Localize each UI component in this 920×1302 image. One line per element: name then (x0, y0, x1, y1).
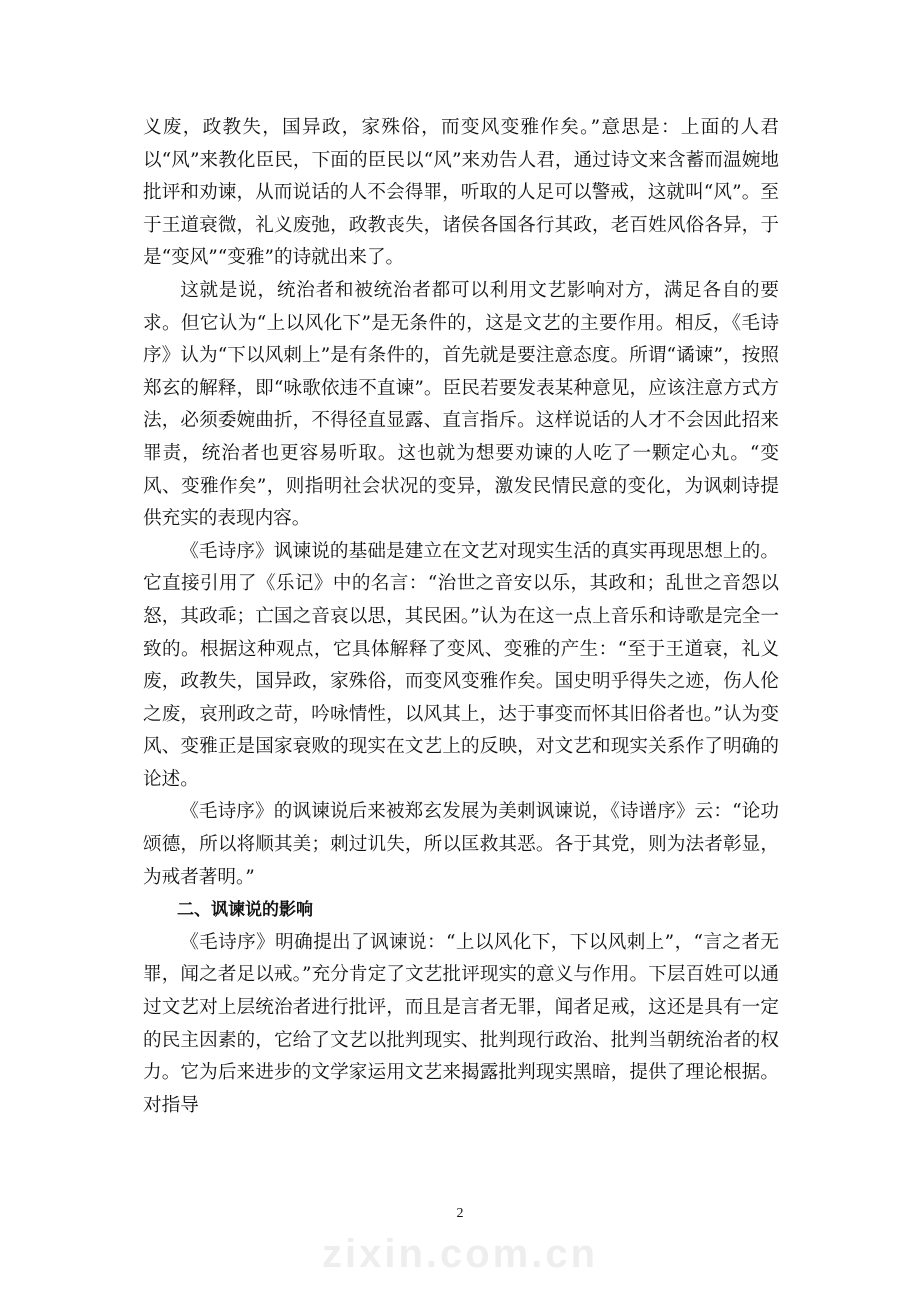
paragraph-continuation: 义废，政教失，国异政，家殊俗，而变风变雅作矣。”意思是：上面的人君以“风”来教化臣民，下面的臣民以“风”来劝告人君，通过诗文来含蓄而温婉地批评和劝谏，从而说话的人不会得罪，听取的人足可以警戒，这就叫“风”。至于王道衰微，礼义废弛，政教丧失，诸侯各国各行其政，老百姓风俗各异，于是“变风”“变雅”的诗就出来了。 (143, 117, 779, 269)
paragraph: 《毛诗序》的讽谏说后来被郑玄发展为美刺讽谏说，《诗谱序》云：“论功颂德，所以将顺其美；刺过讥失，所以匡救其恶。各于其党，则为法者彰显，为戒者著明。” (143, 801, 779, 888)
paragraph: 《毛诗序》明确提出了讽谏说：“上以风化下，下以风刺上”，“言之者无罪，闻之者足以戒。”充分肯定了文艺批评现实的意义与作用。下层百姓可以通过文艺对上层统治者进行批评，而且是言者无罪，闻者足戒，这还是具有一定的民主因素的，它给了文艺以批判现实、批判现行政治、批判当朝统治者的权力。它为后来进步的文学家运用文艺来揭露批判现实黑暗，提供了理论根据。对指导 (143, 931, 779, 1116)
section-heading: 二、讽谏说的影响 (177, 900, 313, 921)
page-number: 2 (456, 1206, 464, 1221)
watermark: zixin.com.cn (321, 1232, 599, 1276)
document-body (143, 112, 779, 1122)
paragraph: 《毛诗序》讽谏说的基础是建立在文艺对现实生活的真实再现思想上的。它直接引用了《乐记》中的名言：“治世之音安以乐，其政和；乱世之音怨以怒，其政乖；亡国之音哀以思，其民困。”认为在这一点上音乐和诗歌是完全一致的。根据这种观点，它具体解释了变风、变雅的产生：“至于王道衰，礼义废，政教失，国异政，家殊俗，而变风变雅作矣。国史明乎得失之迹，伤人伦之废，哀刑政之苛，吟咏情性，以风其上，达于事变而怀其旧俗者也。”认为变风、变雅正是国家衰败的现实在文艺上的反映，对文艺和现实关系作了明确的论述。 (143, 540, 779, 790)
paragraph: 这就是说，统治者和被统治者都可以利用文艺影响对方，满足各自的要求。但它认为“上以风化下”是无条件的，这是文艺的主要作用。相反，《毛诗序》认为“下以风刺上”是有条件的，首先就是要注意态度。所谓“谲谏”，按照郑玄的解释，即“咏歌依违不直谏”。臣民若要发表某种意见，应该注意方式方法，必须委婉曲折，不得径直显露、直言指斥。这样说话的人才不会因此招来罪责，统治者也更容易听取。这也就为想要劝谏的人吃了一颗定心丸。“变风、变雅作矣”，则指明社会状况的变异，激发民情民意的变化，为讽刺诗提供充实的表现内容。 (143, 279, 779, 530)
